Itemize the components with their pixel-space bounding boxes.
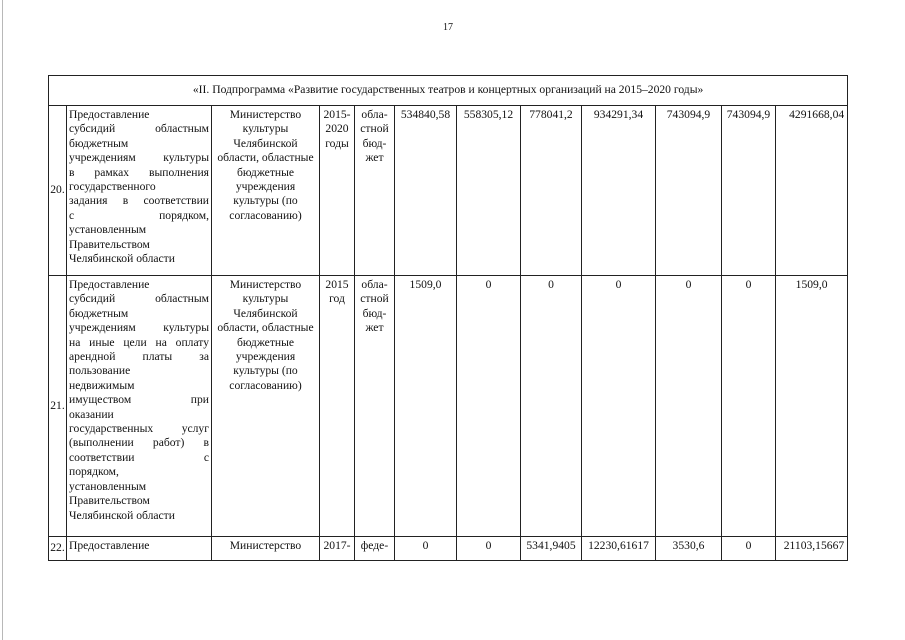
value-cell: 0 [457,276,521,537]
value-cell: 743094,9 [656,106,722,276]
subprogram-title: «II. Подпрограмма «Развитие государственных театров и концертных организаций на 2015–2020 годы» [49,76,848,106]
measure-description: Предоставление [67,537,212,561]
total-cell: 1509,0 [776,276,848,537]
table-row [49,537,848,561]
total-cell: 21103,15667 [776,537,848,561]
funding-source: обла-стной бюд-жет [355,106,395,276]
period: 2015 год [320,276,355,537]
budget-table [48,75,848,561]
funding-source: обла-стной бюд-жет [355,276,395,537]
value-cell: 0 [722,537,776,561]
value-cell: 0 [457,537,521,561]
table-row [49,106,848,276]
value-cell: 0 [656,276,722,537]
scan-edge-line [2,0,3,640]
value-cell: 0 [582,276,656,537]
value-cell: 12230,61617 [582,537,656,561]
executor: Министерство [212,537,320,561]
value-cell: 3530,6 [656,537,722,561]
value-cell: 558305,12 [457,106,521,276]
value-cell: 0 [722,276,776,537]
measure-description: Предоставление субсидий областным бюджетным учреждениям культуры на иные цели на оплату арендной платы за пользование недвижимым имуществом при оказании государственных услуг (выполнении работ) в соответствии с порядком, установленным Правительством Челябинской области [67,276,212,537]
value-cell: 534840,58 [395,106,457,276]
executor: Министерство культуры Челябинской области, областные бюджетные учреждения культуры (по согласованию) [212,106,320,276]
executor: Министерство культуры Челябинской области, областные бюджетные учреждения культуры (по согласованию) [212,276,320,537]
value-cell: 5341,9405 [521,537,582,561]
row-number: 21. [49,276,67,537]
value-cell: 0 [395,537,457,561]
table-row [49,276,848,537]
period: 2017- [320,537,355,561]
period: 2015-2020 годы [320,106,355,276]
row-number: 20. [49,106,67,276]
value-cell: 0 [521,276,582,537]
value-cell: 1509,0 [395,276,457,537]
row-number: 22. [49,537,67,561]
value-cell: 743094,9 [722,106,776,276]
funding-source: феде- [355,537,395,561]
total-cell: 4291668,04 [776,106,848,276]
page-number: 17 [443,22,453,33]
measure-description: Предоставление субсидий областным бюджетным учреждениям культуры в рамках выполнения государственного задания в соответствии с порядком, установленным Правительством Челябинской области [67,106,212,276]
value-cell: 778041,2 [521,106,582,276]
value-cell: 934291,34 [582,106,656,276]
